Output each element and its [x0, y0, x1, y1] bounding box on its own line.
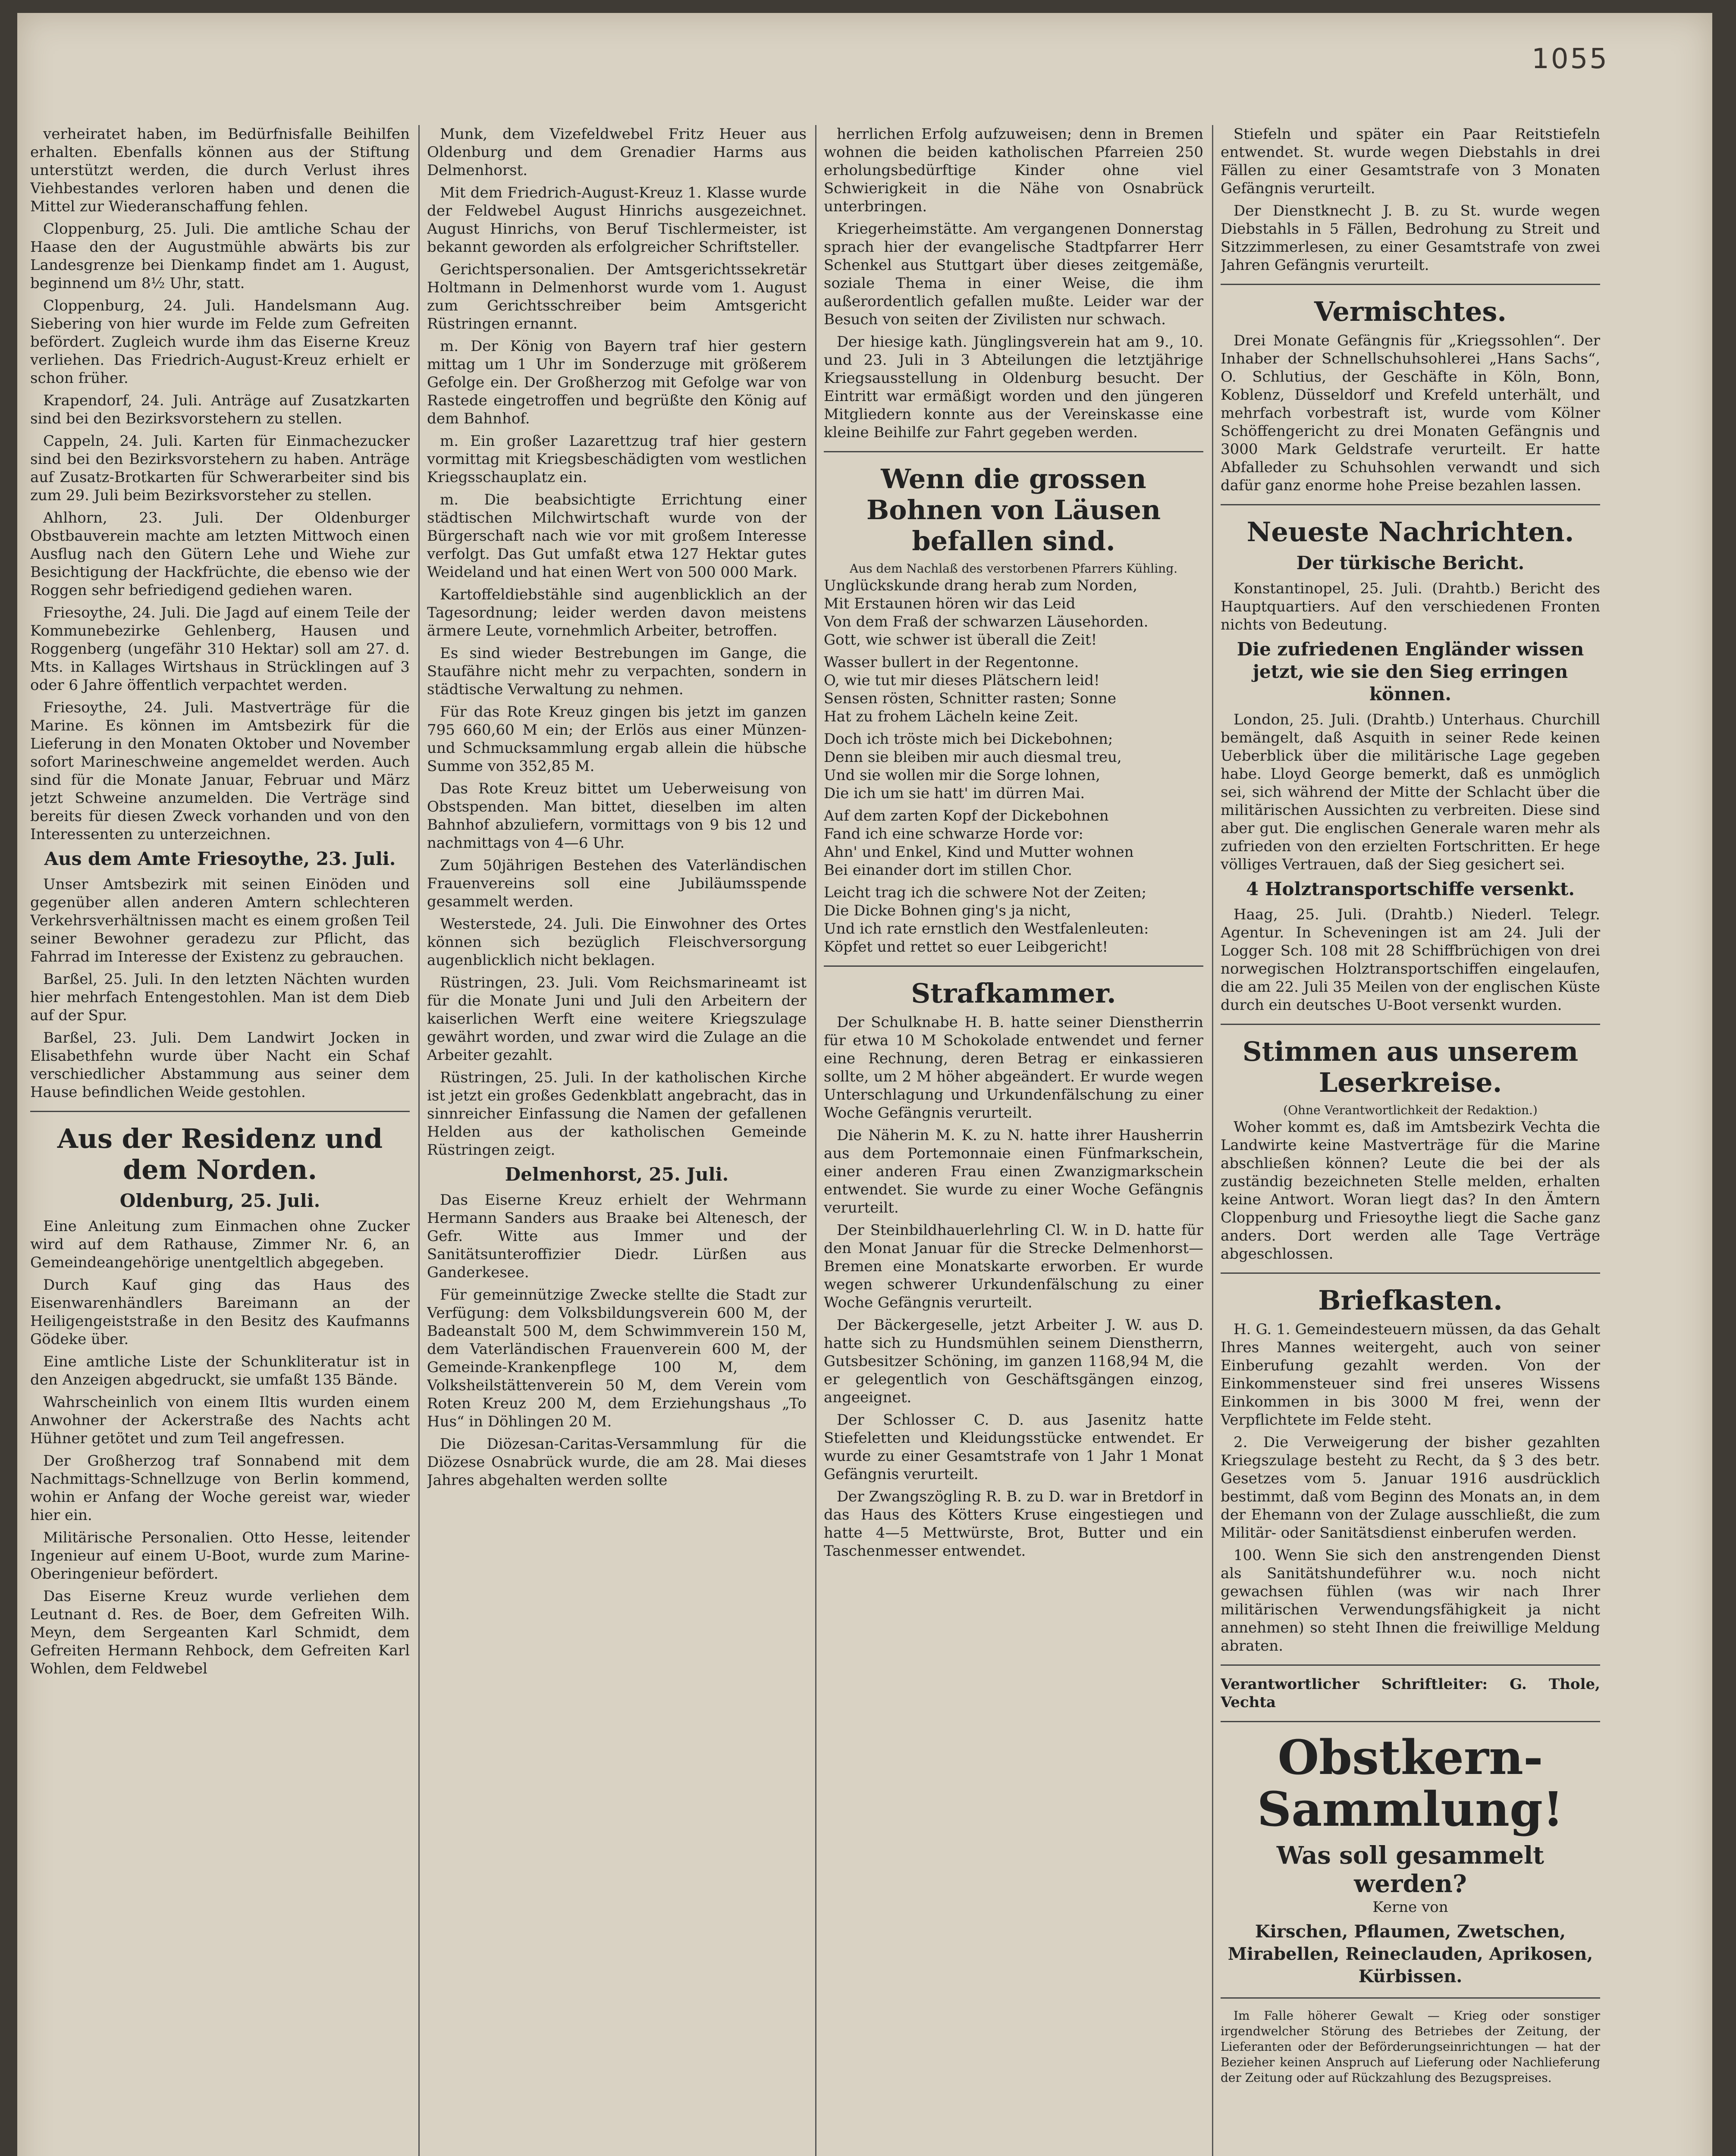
article-text: Ahlhorn, 23. Juli. Der Oldenburger Obstbauverein machte am letzten Mittwoch einen Ausflug nach den Gütern Lehe und Wiehe zur Besichtigung der Hackfrüchte, die ebenso wie der Roggen sehr befriedigend gediehen waren.: [30, 509, 410, 599]
poem-stanza: Auf dem zarten Kopf der Dickebohnen Fand ich eine schwarze Horde vor: Ahn' und Enkel, Kind und Mutter wohnen Bei einander dort im stillen Chor.: [824, 807, 1134, 879]
section-subheading: Aus dem Amte Friesoythe, 23. Juli.: [44, 848, 396, 869]
article-text: Stiefeln und später ein Paar Reitstiefeln entwendet. St. wurde wegen Diebstahls in drei Fällen zu einer Gesamtstrafe von 3 Monaten Gefängnis verurteilt.: [1221, 125, 1600, 197]
poem-stanza: Leicht trag ich die schwere Not der Zeiten; Die Dicke Bohnen ging's ja nicht, Und ich rate ernstlich den Westfalenleuten: Köpfet und rettet so euer Leibgericht!: [824, 884, 1149, 956]
article-text: Das Eiserne Kreuz wurde verliehen dem Leutnant d. Res. de Boer, dem Gefreiten Wilh. Meyn, dem Sergeanten Karl Schmidt, dem Gefreiten Hermann Rehbock, dem Gefreiten Karl Wohlen, dem Feldwebel: [30, 1588, 410, 1677]
section-heading: Briefkasten.: [1318, 1285, 1503, 1316]
section-subheading: Der türkische Bericht.: [1296, 552, 1525, 573]
article-text: Der Schlosser C. D. aus Jasenitz hatte Stiefeletten und Kleidungsstücke entwendet. Er wurde zu einer Gesamtstrafe von 1 Jahr 1 Monat Gefängnis verurteilt.: [824, 1411, 1203, 1483]
article-text: Der Zwangszögling R. B. zu D. war in Bretdorf in das Haus des Kötters Kruse eingestiegen und hatte 4—5 Mettwürste, Brot, Butter und ein Taschenmesser entwendet.: [824, 1488, 1203, 1560]
article-text: Rüstringen, 25. Juli. In der katholischen Kirche ist jetzt ein großes Gedenkblatt angebracht, das in sinnreicher Einfassung die Namen der gefallenen Helden aus der katholischen Gemeinde Rüstringen zeigt.: [427, 1069, 807, 1159]
article-text: Der Bäckergeselle, jetzt Arbeiter J. W. aus D. hatte sich zu Hundsmühlen seinem Dienstherrn, Gutsbesitzer Schöning, im ganzen 1168,94 M, die er gelegentlich von Geschäftsgängen einzog, angeeignet.: [824, 1316, 1203, 1406]
section-heading: Strafkammer.: [911, 978, 1116, 1009]
dateline: Oldenburg, 25. Juli.: [119, 1190, 320, 1211]
section-heading: Aus der Residenz und dem Norden.: [57, 1123, 383, 1185]
poem-stanza: Unglückskunde drang herab zum Norden, Mit Erstaunen hören wir das Leid Von dem Fraß der schwarzen Läusehorden. Gott, wie schwer ist überall die Zeit!: [824, 577, 1149, 649]
article-text: Der Dienstknecht J. B. zu St. wurde wegen Diebstahls in 5 Fällen, Bedrohung zu Streit und Sitzzimmerlesen, zu einer Gesamtstrafe von zwei Jahren Gefängnis verurteilt.: [1221, 202, 1600, 274]
ad-list: Kirschen, Pflaumen, Zwetschen, Mirabellen, Reineclauden, Aprikosen, Kürbissen.: [1227, 1921, 1593, 1987]
article-text: Rüstringen, 23. Juli. Vom Reichsmarineamt ist für die Monate Juni und Juli den Arbeitern der kaiserlichen Werft eine weitere Kriegszulage gewährt worden, und zwar wird die Zulage an die Arbeiter gezahlt.: [427, 974, 807, 1064]
article-text: Barßel, 25. Juli. In den letzten Nächten wurden hier mehrfach Entengestohlen. Man ist dem Dieb auf der Spur.: [30, 971, 410, 1024]
article-text: Cloppenburg, 25. Juli. Die amtliche Schau der Haase den der Augustmühle abwärts bis zur Landesgrenze bei Dienkamp findet am 1. August, beginnend um 8½ Uhr, statt.: [30, 220, 410, 292]
column-3: [824, 125, 1203, 2156]
article-text: Krapendorf, 24. Juli. Anträge auf Zusatzkarten sind bei den Bezirksvorstehern zu stellen.: [30, 392, 410, 427]
ad-line: Kerne von: [1372, 1899, 1448, 1916]
article-text: H. G. 1. Gemeindesteuern müssen, da das Gehalt Ihres Mannes weitergeht, auch von seiner Einberufung gezahlt werden. Von der Einkommensteuer sind frei unseres Wissens Einkommen in bis 3000 M frei, wenn der Verpflichtete im Felde steht.: [1221, 1321, 1600, 1429]
article-text: Die Näherin M. K. zu N. hatte ihrer Hausherrin aus dem Portemonnaie einen Fünfmarkschein, einer anderen Frau einen Zwanzigmarkschein entwendet. Sie wurde zu einer Woche Gefängnis verurteilt.: [824, 1127, 1203, 1216]
poem-stanza: Doch ich tröste mich bei Dickebohnen; Denn sie bleiben mir auch diesmal treu, Und sie wollen mir die Sorge lohnen, Die ich um sie hatt' im dürren Mai.: [824, 730, 1122, 802]
article-text: Haag, 25. Juli. (Drahtb.) Niederl. Telegr. Agentur. In Scheveningen ist am 24. Juli der Logger Sch. 108 mit 28 Schiffbrüchigen von drei norwegischen Holztransportschiffen eingelaufen, die am 22. Juli 35 Meilen von der englischen Küste durch ein deutsches U-Boot versenkt wurden.: [1221, 906, 1600, 1014]
article-text: Gerichtspersonalien. Der Amtsgerichtssekretär Holtmann in Delmenhorst wurde vom 1. August zum Gerichtsschreiber beim Amtsgericht Rüstringen ernannt.: [427, 261, 807, 332]
divider: [30, 1111, 410, 1112]
article-text: Durch Kauf ging das Haus des Eisenwarenhändlers Bareimann an der Heiligengeiststraße in den Besitz des Kaufmanns Gödeke über.: [30, 1276, 410, 1348]
section-subheading: 4 Holztransportschiffe versenkt.: [1246, 878, 1575, 899]
article-text: Konstantinopel, 25. Juli. (Drahtb.) Bericht des Hauptquartiers. Auf den verschiedenen Fronten nichts von Bedeutung.: [1221, 580, 1600, 633]
divider: [1221, 1664, 1600, 1666]
article-text: Für gemeinnützige Zwecke stellte die Stadt zur Verfügung: dem Volksbildungsverein 600 M, der Badeanstalt 500 M, dem Schwimmverein 150 M, dem Vaterländischen Frauenverein 600 M, der Gemeinde-Krankenpflege 100 M, dem Volksheilstättenverein 50 M, dem Verein vom Roten Kreuz 200 M, dem Erziehungshaus „To Hus“ in Döhlingen 20 M.: [427, 1286, 807, 1430]
column-4: [1221, 125, 1600, 2156]
article-text: Unser Amtsbezirk mit seinen Einöden und gegenüber allen anderen Amtern schlechteren Verkehrsverhältnissen macht es einem großen Teil seiner Bewohner geradezu zur Pflicht, das Fahrrad im Interesse der Existenz zu gebrauchen.: [30, 876, 410, 965]
article-text: Der hiesige kath. Jünglingsverein hat am 9., 10. und 23. Juli in 3 Abteilungen die letztjährige Kriegsausstellung in Oldenburg besucht. Der Eintritt war ermäßigt worden und den jüngeren Mitgliedern konnte aus der Vereinskasse eine kleine Beihilfe zur Fahrt gegeben werden.: [824, 333, 1203, 441]
article-text: Eine amtliche Liste der Schunkliteratur ist in den Anzeigen abgedruckt, sie umfaßt 135 Bände.: [30, 1353, 410, 1388]
article-text: Militärische Personalien. Otto Hesse, leitender Ingenieur auf einem U-Boot, wurde zum Marine-Oberingenieur befördert.: [30, 1529, 410, 1583]
article-text: Cappeln, 24. Juli. Karten für Einmachezucker sind bei den Bezirksvorstehern zu haben. Anträge auf Zusatz-Brotkarten für Schwerarbeiter sind bis zum 29. Juli beim Bezirksvorsteher zu stellen.: [30, 432, 410, 504]
ad-subtitle: Was soll gesammelt werden?: [1276, 1841, 1545, 1898]
article-text: Der Schulknabe H. B. hatte seiner Dienstherrin für etwa 10 M Schokolade entwendet und ferner eine Rechnung, deren Betrag er einkassieren sollte, um 2 M höher abgeändert. Er wurde wegen Unterschlagung und Urkundenfälschung zu einer Woche Gefängnis verurteilt.: [824, 1014, 1203, 1122]
article-text: Friesoythe, 24. Juli. Mastverträge für die Marine. Es können im Amtsbezirk für die Lieferung in den Monaten Oktober und November sofort Marineschweine angemeldet werden. Auch sind für die Monate Januar, Februar und März jetzt Schweine anzumelden. Die Verträge sind bereits für diesen Zweck vorhanden und von den Interessenten zu unterzeichnen.: [30, 699, 410, 843]
article-text: Cloppenburg, 24. Juli. Handelsmann Aug. Siebering von hier wurde im Felde zum Gefreiten befördert. Zugleich wurde ihm das Eiserne Kreuz verliehen. Das Friedrich-August-Kreuz erhielt er schon früher.: [30, 297, 410, 387]
column-rule: [815, 125, 816, 2156]
article-text: Drei Monate Gefängnis für „Kriegssohlen“. Der Inhaber der Schnellschuhsohlerei „Hans Sachs“, O. Schlutius, der Geschäfte in Köln, Bonn, Koblenz, Düsseldorf und Krefeld unterhält, und mehrfach vorbestraft ist, wurde vom Kölner Schöffengericht zu drei Monaten Gefängnis und 3000 Mark Geldstrafe verurteilt. Er hatte Abfalleder zu Schuhsohlen verwandt und sich dafür ganz enorme hohe Preise bezahlen lassen.: [1221, 332, 1600, 494]
article-text: m. Ein großer Lazarettzug traf hier gestern vormittag mit Kriegsbeschädigten vom westlichen Kriegsschauplatz ein.: [427, 432, 807, 486]
column-rule: [418, 125, 420, 2156]
article-text: Kriegerheimstätte. Am vergangenen Donnerstag sprach hier der evangelische Stadtpfarrer Herr Schenkel aus Stuttgart über dieses zeitgemäße, soziale Thema in einer Weise, die ihm außerordentlich gefallen mußte. Leider war der Besuch von seiten der Zivilisten nur schwach.: [824, 220, 1203, 328]
article-text: Wahrscheinlich von einem Iltis wurden einem Anwohner der Ackerstraße des Nachts acht Hühner getötet und zum Teil angefressen.: [30, 1394, 410, 1447]
editor-note: (Ohne Verantwortlichkeit der Redaktion.): [1283, 1103, 1538, 1117]
article-text: Friesoythe, 24. Juli. Die Jagd auf einem Teile der Kommunebezirke Gehlenberg, Hausen und Roggenberg (ungefähr 310 Hektar) soll am 27. d. Mts. in Kallages Wirtshaus in Strücklingen auf 3 oder 6 Jahre öffentlich verpachtet werden.: [30, 604, 410, 694]
article-text: Für das Rote Kreuz gingen bis jetzt im ganzen 795 660,60 M ein; der Erlös aus einer Münzen- und Schmucksammlung ergab allein die hübsche Summe von 352,85 M.: [427, 703, 807, 775]
article-text: London, 25. Juli. (Drahtb.) Unterhaus. Churchill bemängelt, daß Asquith in seiner Rede keinen Ueberblick über die militärische Lage gegeben habe. Lloyd George bemerkt, daß es unmöglich sei, sich während der Mitte der Schlacht über die militärischen Aussichten zu verbreiten. Diese sind aber gut. Die englischen Generale waren mehr als zufrieden von den erzielten Fortschritten. Er hege völliges Vertrauen, daß der Sieg gesichert sei.: [1221, 711, 1600, 873]
article-text: Das Eiserne Kreuz erhielt der Wehrmann Hermann Sanders aus Braake bei Altenesch, der Gefr. Witte aus Immer und der Sanitätsunteroffizier Diedr. Lürßen aus Ganderkesee.: [427, 1191, 807, 1281]
column-2: [427, 125, 807, 2156]
newspaper-page: [17, 13, 1712, 2156]
article-text: Die Diözesan-Caritas-Versammlung für die Diözese Osnabrück wurde, die am 28. Mai dieses Jahres abgehalten werden sollte: [427, 1435, 807, 1489]
section-heading: Vermischtes.: [1314, 296, 1507, 327]
poem-attribution: Aus dem Nachlaß des verstorbenen Pfarrers Kühling.: [849, 561, 1178, 576]
article-text: m. Der König von Bayern traf hier gestern mittag um 1 Uhr im Sonderzuge mit größerem Gefolge ein. Der Großherzog mit Gefolge war von Rastede eingetroffen und begrüßte den König auf dem Bahnhof.: [427, 338, 807, 427]
ad-title: Obstkern-Sammlung!: [1257, 1730, 1564, 1837]
article-text: Munk, dem Vizefeldwebel Fritz Heuer aus Oldenburg und dem Grenadier Harms aus Delmenhorst.: [427, 125, 807, 179]
article-text: Das Rote Kreuz bittet um Ueberweisung von Obstspenden. Man bittet, dieselben im alten Bahnhof abzuliefern, vormittags von 9 bis 12 und nachmittags von 4—6 Uhr.: [427, 780, 807, 852]
notice-text: Im Falle höherer Gewalt — Krieg oder sonstiger irgendwelcher Störung des Betriebes der Zeitung, der Lieferanten oder der Beförderungseinrichtungen — hat der Bezieher keinen Anspruch auf Lieferung oder Nachlieferung der Zeitung oder auf Rückzahlung des Bezugspreises.: [1221, 2009, 1600, 2085]
divider: [824, 451, 1203, 452]
article-text: Barßel, 23. Juli. Dem Landwirt Jocken in Elisabethfehn wurde über Nacht ein Schaf verschiedlicher Abstammung aus seiner dem Hause befindlichen Weide gestohlen.: [30, 1029, 410, 1101]
poem-title: Wenn die grossen Bohnen von Läusen befallen sind.: [866, 463, 1161, 557]
article-text: Kartoffeldiebstähle sind augenblicklich an der Tagesordnung; leider werden davon meistens ärmere Leute, vornehmlich Arbeiter, betroffen.: [427, 586, 807, 639]
article-text: Zum 50jährigen Bestehen des Vaterländischen Frauenvereins soll eine Jubiläumsspende gesammelt werden.: [427, 857, 807, 910]
column-1: [30, 125, 410, 2156]
divider: [1221, 1272, 1600, 1274]
divider: [1221, 1997, 1600, 1999]
article-text: 2. Die Verweigerung der bisher gezahlten Kriegszulage besteht zu Recht, da § 3 des betr. Gesetzes vom 5. Januar 1916 ausdrücklich bestimmt, daß vom Beginn des Monats an, in dem der Ehemann von der Zulage ausschließt, die zum Militär- oder Sanitätsdienst einberufen werden.: [1221, 1434, 1600, 1542]
section-subheading: Die zufriedenen Engländer wissen jetzt, wie sie den Sieg erringen können.: [1237, 639, 1584, 705]
article-text: verheiratet haben, im Bedürfnisfalle Beihilfen erhalten. Ebenfalls können aus der Stiftung unterstützt werden, die durch Verlust ihres Viehbestandes verloren haben und denen die Mittel zur Wiederanschaffung fehlen.: [30, 125, 410, 215]
divider: [1221, 284, 1600, 285]
editor-signature: Verantwortlicher Schriftleiter: G. Thole, Vechta: [1221, 1676, 1600, 1711]
divider: [1221, 1721, 1600, 1722]
article-text: Woher kommt es, daß im Amtsbezirk Vechta die Landwirte keine Mastverträge für die Marine abschließen können? Leute die bei der als zuständig bezeichneten Stelle melden, erhalten keine Antwort. Woran liegt das? In den Ämtern Cloppenburg und Friesoythe liegt die Sache ganz anders. Dort werden alle Tage Verträge abgeschlossen.: [1221, 1119, 1600, 1263]
divider: [1221, 504, 1600, 505]
article-text: Mit dem Friedrich-August-Kreuz 1. Klasse wurde der Feldwebel August Hinrichs ausgezeichnet. August Hinrichs, von Beruf Tischlermeister, ist bekannt geworden als erfolgreicher Schriftsteller.: [427, 184, 807, 256]
article-text: Eine Anleitung zum Einmachen ohne Zucker wird auf dem Rathause, Zimmer Nr. 6, an Gemeindeangehörige unentgeltlich abgegeben.: [30, 1218, 410, 1271]
article-text: Es sind wieder Bestrebungen im Gange, die Staufähre nicht mehr zu verpachten, sondern in städtische Verwaltung zu nehmen.: [427, 645, 807, 698]
page-number: 1055: [1532, 43, 1609, 75]
article-text: 100. Wenn Sie sich den anstrengenden Dienst als Sanitätshundeführer w.u. noch nicht gewachsen fühlen (was wir nach Ihrer militärischen Verwendungsfähigkeit ja nicht annehmen) so steht Ihnen die freiwillige Meldung abraten.: [1221, 1547, 1600, 1655]
poem-stanza: Wasser bullert in der Regentonne. O, wie tut mir dieses Plätschern leid! Sensen rösten, Schnitter rasten; Sonne Hat zu frohem Lächeln keine Zeit.: [824, 654, 1117, 725]
divider: [1221, 1024, 1600, 1025]
article-text: m. Die beabsichtigte Errichtung einer städtischen Milchwirtschaft wurde von der Bürgerschaft nach wie vor mit großem Interesse verfolgt. Das Gut umfaßt etwa 127 Hektar gutes Weideland und hat einen Wert von 500 000 Mark.: [427, 491, 807, 581]
article-text: Der Großherzog traf Sonnabend mit dem Nachmittags-Schnellzuge von Berlin kommend, wohin er Anfang der Woche gereist war, wieder hier ein.: [30, 1452, 410, 1524]
divider: [824, 965, 1203, 967]
section-heading: Stimmen aus unserem Leserkreise.: [1242, 1036, 1579, 1098]
dateline: Delmenhorst, 25. Juli.: [505, 1164, 729, 1185]
article-text: Westerstede, 24. Juli. Die Einwohner des Ortes können sich bezüglich Fleischversorgung augenblicklich nicht beklagen.: [427, 915, 807, 969]
section-heading: Neueste Nachrichten.: [1246, 516, 1574, 548]
column-rule: [1212, 125, 1213, 2156]
article-text: herrlichen Erfolg aufzuweisen; denn in Bremen wohnen die beiden katholischen Pfarreien 250 erholungsbedürftige Kinder ohne viel Schwierigkeit in die Nähe von Osnabrück unterbringen.: [824, 125, 1203, 215]
article-text: Der Steinbildhauerlehrling Cl. W. in D. hatte für den Monat Januar für die Strecke Delmenhorst—Bremen eine Monatskarte erworben. Er wurde wegen schwerer Urkundenfälschung zu einer Woche Gefängnis verurteilt.: [824, 1222, 1203, 1311]
